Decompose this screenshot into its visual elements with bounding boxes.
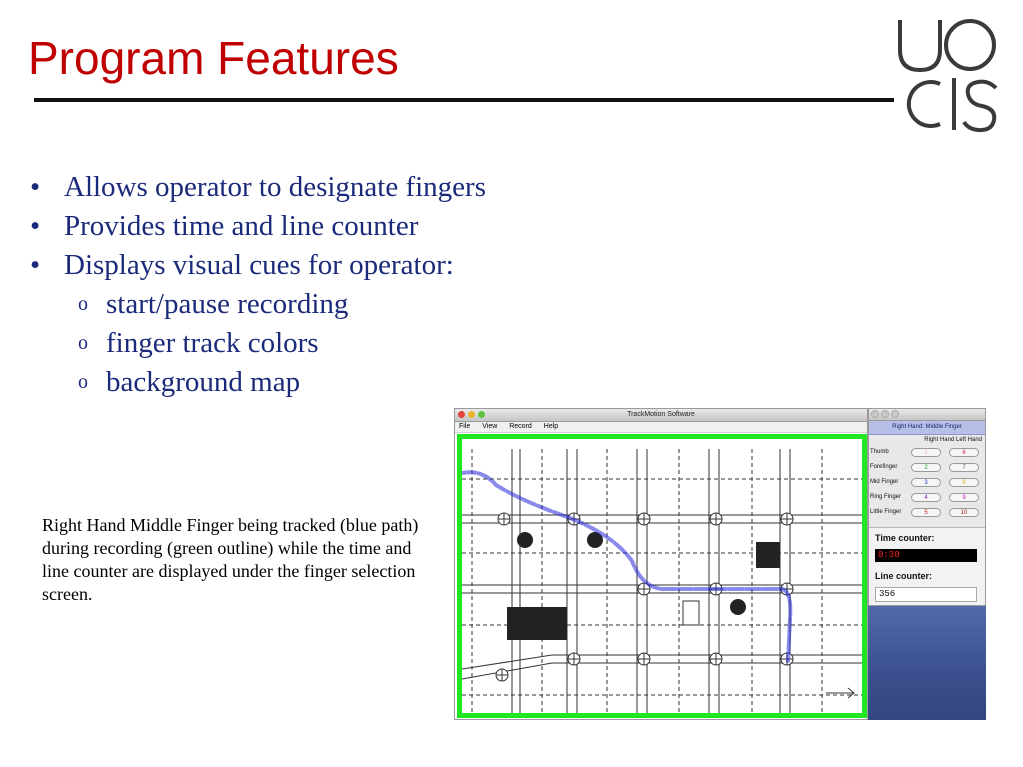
- window-titlebar: [455, 409, 867, 422]
- finger-row-thumb: [869, 446, 985, 461]
- finger-name: Ring Finger: [870, 494, 902, 500]
- zoom-icon[interactable]: [478, 411, 485, 418]
- menu-file[interactable]: File: [459, 423, 471, 430]
- minimize-icon[interactable]: [468, 411, 475, 418]
- bullet-item: [30, 207, 486, 246]
- sub-bullet-marker: o: [78, 293, 88, 315]
- bullet-item: [30, 246, 486, 285]
- sub-bullet-text: finger track colors: [106, 327, 319, 359]
- window-title: TrackMotion Software: [627, 411, 695, 418]
- close-icon[interactable]: [458, 411, 465, 418]
- time-counter-display: 0:30: [875, 549, 977, 562]
- bullet-dot: •: [30, 249, 41, 281]
- left-ring-finger-button[interactable]: 9: [949, 493, 979, 502]
- sub-bullet-text: start/pause recording: [106, 288, 349, 320]
- uo-cis-logo: [890, 14, 1002, 136]
- left-mid-finger-button[interactable]: 8: [949, 478, 979, 487]
- finger-name: Forefinger: [870, 464, 898, 470]
- menu-record[interactable]: Record: [509, 423, 532, 430]
- window-controls: [458, 411, 488, 423]
- line-counter-label: Line counter:: [875, 571, 933, 581]
- bullet-text: Displays visual cues for operator:: [64, 249, 454, 281]
- zoom-icon[interactable]: [891, 410, 899, 418]
- bullet-text: Provides time and line counter: [64, 210, 419, 242]
- sub-bullet-item: [30, 285, 486, 324]
- finger-name: Little Finger: [870, 509, 902, 515]
- right-mid-finger-button[interactable]: 3: [911, 478, 941, 487]
- right-little-finger-button[interactable]: 5: [911, 508, 941, 517]
- finger-row-mid-finger: [869, 476, 985, 491]
- finger-row-ring-finger: [869, 491, 985, 506]
- bullet-dot: •: [30, 210, 41, 242]
- menu-help[interactable]: Help: [543, 423, 559, 430]
- left-thumb-button[interactable]: 6: [949, 448, 979, 457]
- tracking-canvas[interactable]: [457, 434, 867, 718]
- right-thumb-button[interactable]: 1: [911, 448, 941, 457]
- bullet-list: [30, 168, 486, 402]
- bullet-dot: •: [30, 171, 41, 203]
- title-divider: [34, 98, 894, 102]
- sub-bullet-text: background map: [106, 366, 301, 398]
- menu-view[interactable]: View: [482, 423, 498, 430]
- sub-bullet-item: [30, 324, 486, 363]
- finger-name: Thumb: [870, 449, 889, 455]
- screenshot-caption: Right Hand Middle Finger being tracked (blue path) during recording (green outline) while the time and line counter are displayed under the finger selection screen.: [42, 515, 419, 604]
- left-little-finger-button[interactable]: 10: [949, 508, 979, 517]
- right-ring-finger-button[interactable]: 4: [911, 493, 941, 502]
- hand-column-headers: Right Hand Left Hand: [924, 437, 982, 443]
- right-forefinger-button[interactable]: 2: [911, 463, 941, 472]
- selected-finger-label: Right Hand: Middle Finger: [869, 421, 985, 435]
- bullet-text: Allows operator to designate fingers: [64, 171, 487, 203]
- finger-name: Mid Finger: [870, 479, 899, 485]
- minimize-icon[interactable]: [881, 410, 889, 418]
- slide-title: Program Features: [28, 32, 399, 84]
- side-window-titlebar: [869, 409, 985, 421]
- desktop-background: [868, 606, 986, 720]
- sub-bullet-marker: o: [78, 332, 88, 354]
- finger-selection-window: [868, 408, 986, 606]
- trackmotion-window: [454, 408, 868, 720]
- left-forefinger-button[interactable]: 7: [949, 463, 979, 472]
- finger-row-little-finger: [869, 506, 985, 521]
- sub-bullet-marker: o: [78, 371, 88, 393]
- finger-row-forefinger: [869, 461, 985, 476]
- side-window-controls: [871, 410, 901, 428]
- counter-panel: [869, 527, 985, 606]
- sub-bullet-item: [30, 363, 486, 402]
- time-counter-label: Time counter:: [875, 533, 935, 543]
- background-map: [462, 439, 862, 713]
- line-counter-field: 356: [875, 587, 977, 602]
- close-icon[interactable]: [871, 410, 879, 418]
- bullet-item: [30, 168, 486, 207]
- menu-bar: [455, 422, 867, 433]
